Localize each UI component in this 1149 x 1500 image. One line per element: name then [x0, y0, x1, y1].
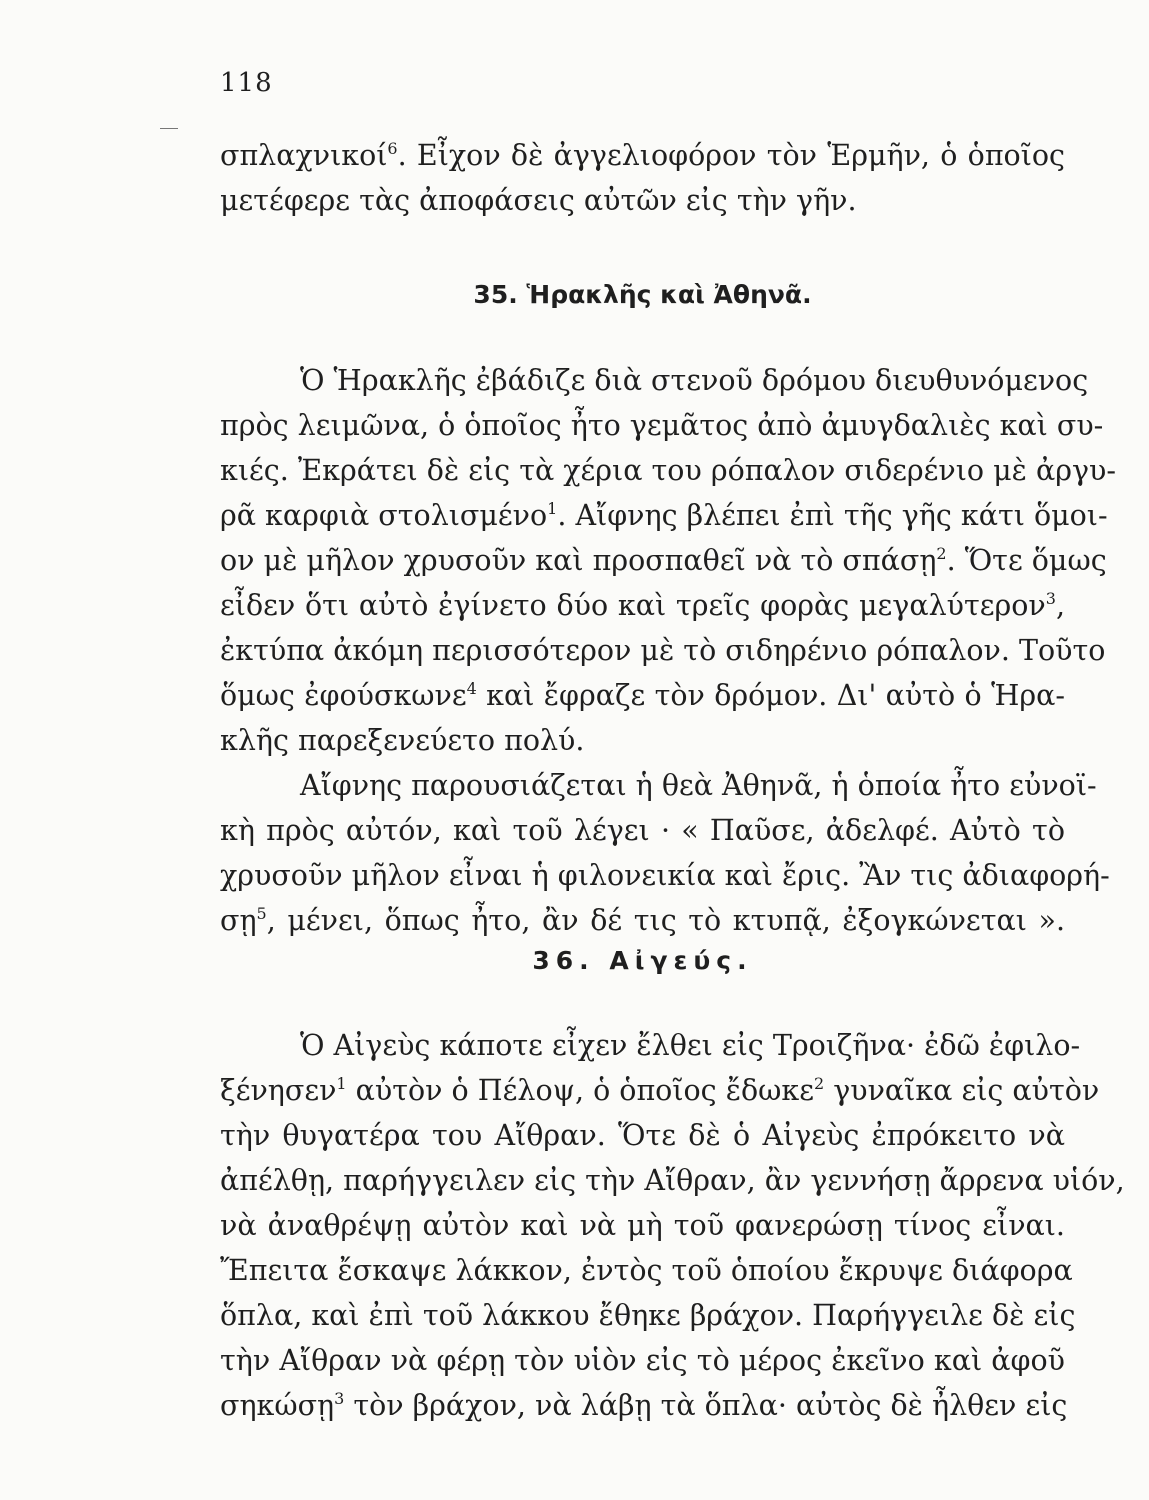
section-35-title: 35. Ἡρακλῆς καὶ Ἀθηνᾶ. [473, 280, 812, 309]
text-line: κλῆς παρεξενεύετο πολύ. [220, 724, 585, 757]
text-line: εἶδεν ὅτι αὐτὸ ἐγίνετο δύο καὶ τρεῖς φορὰς μεγαλύτερον$^3$, [220, 589, 1065, 622]
text-line: κιές. Ἐκράτει δὲ εἰς τὰ χέρια του ρόπαλον σιδερένιο μὲ ἀργυ- [220, 454, 1116, 487]
section-36-body [220, 1023, 1125, 1428]
text-line: Ὁ Αἰγεὺς κάποτε εἶχεν ἔλθει εἰς Τροιζῆνα· ἐδῶ ἐφιλο- [300, 1029, 1081, 1062]
text-line: τὴν Αἴθραν νὰ φέρῃ τὸν υἱὸν εἰς τὸ μέρος ἐκεῖνο καὶ ἀφοῦ [220, 1344, 1065, 1377]
text-line: πρὸς λειμῶνα, ὁ ὁποῖος ἦτο γεμᾶτος ἀπὸ ἀμυγδαλιὲς καὶ συ- [220, 409, 1104, 442]
footnote-marker: 3 [1045, 589, 1056, 608]
footnote-marker: 3 [334, 1389, 345, 1408]
text-line: ξένησεν$^1$ αὐτὸν ὁ Πέλοψ, ὁ ὁποῖος ἔδωκε$^2$ γυναῖκα εἰς αὐτὸν [220, 1074, 1100, 1107]
text-line: σηκώσῃ$^3$ τὸν βράχον, νὰ λάβῃ τὰ ὅπλα· αὐτὸς δὲ ἦλθεν εἰς [220, 1389, 1068, 1422]
section-35-body [220, 358, 1116, 943]
section-36-title: 36. Αἰγεύς. [532, 946, 753, 975]
text-line: Ὁ Ἡρακλῆς ἐβάδιζε διὰ στενοῦ δρόμου διευθυνόμενος [300, 364, 1089, 397]
text-line: ὅμως ἐφούσκωνε$^4$ καὶ ἔφραζε τὸν δρόμον. Δι' αὐτὸ ὁ Ἡρα- [220, 679, 1065, 712]
text-line: ον μὲ μῆλον χρυσοῦν καὶ προσπαθεῖ νὰ τὸ σπάσῃ$^2$. Ὅτε ὅμως [220, 544, 1107, 577]
text-line: ὅπλα, καὶ ἐπὶ τοῦ λάκκου ἔθηκε βράχον. Παρήγγειλε δὲ εἰς [220, 1299, 1076, 1332]
text-line: Ἔπειτα ἔσκαψε λάκκον, ἐντὸς τοῦ ὁποίου ἔκρυψε διάφορα [220, 1254, 1073, 1287]
text-line: ἐκτύπα ἀκόμη περισσότερον μὲ τὸ σιδηρένιο ρόπαλον. Τοῦτο [220, 634, 1106, 667]
text-line: ἀπέλθῃ, παρήγγειλεν εἰς τὴν Αἴθραν, ἂν γεννήσῃ ἄρρενα υἱόν, [220, 1164, 1125, 1197]
page-number: 118 [220, 68, 273, 98]
text-line: ρᾶ καρφιὰ στολισμένο$^1$. Αἴφνης βλέπει ἐπὶ τῆς γῆς κάτι ὅμοι- [220, 499, 1108, 532]
text-line: μετέφερε τὰς ἀποφάσεις αὐτῶν εἰς τὴν γῆν. [220, 184, 857, 217]
text-line: σῃ$^5$, μένει, ὅπως ἦτο, ἂν δέ τις τὸ κτυπᾷ, ἐξογκώνεται ». [220, 904, 1065, 937]
footnote-marker: 5 [256, 904, 267, 923]
footnote-marker: 1 [336, 1074, 347, 1093]
text-line: κὴ πρὸς αὐτόν, καὶ τοῦ λέγει · « Παῦσε, ἀδελφέ. Αὐτὸ τὸ [220, 814, 1065, 847]
text-line: χρυσοῦν μῆλον εἶναι ἡ φιλονεικία καὶ ἔρις. Ἂν τις ἀδιαφορή- [220, 859, 1110, 892]
margin-mark [160, 128, 178, 129]
footnote-marker: 1 [547, 499, 558, 518]
text-line: σπλαχνικοί$^6$. Εἶχον δὲ ἀγγελιοφόρον τὸν Ἑρμῆν, ὁ ὁποῖος [220, 139, 1065, 172]
text-line: Αἴφνης παρουσιάζεται ἡ θεὰ Ἀθηνᾶ, ἡ ὁποία ἦτο εὐνοϊ- [300, 769, 1097, 802]
footnote-marker: 6 [387, 139, 398, 158]
text-line: τὴν θυγατέρα του Αἴθραν. Ὅτε δὲ ὁ Αἰγεὺς ἐπρόκειτο νὰ [220, 1119, 1065, 1152]
text-line: νὰ ἀναθρέψῃ αὐτὸν καὶ νὰ μὴ τοῦ φανερώσῃ τίνος εἶναι. [220, 1209, 1065, 1242]
footnote-marker: 2 [936, 544, 947, 563]
footnote-marker: 4 [466, 679, 477, 698]
intro-paragraph [220, 133, 1065, 223]
footnote-marker: 2 [813, 1074, 825, 1093]
